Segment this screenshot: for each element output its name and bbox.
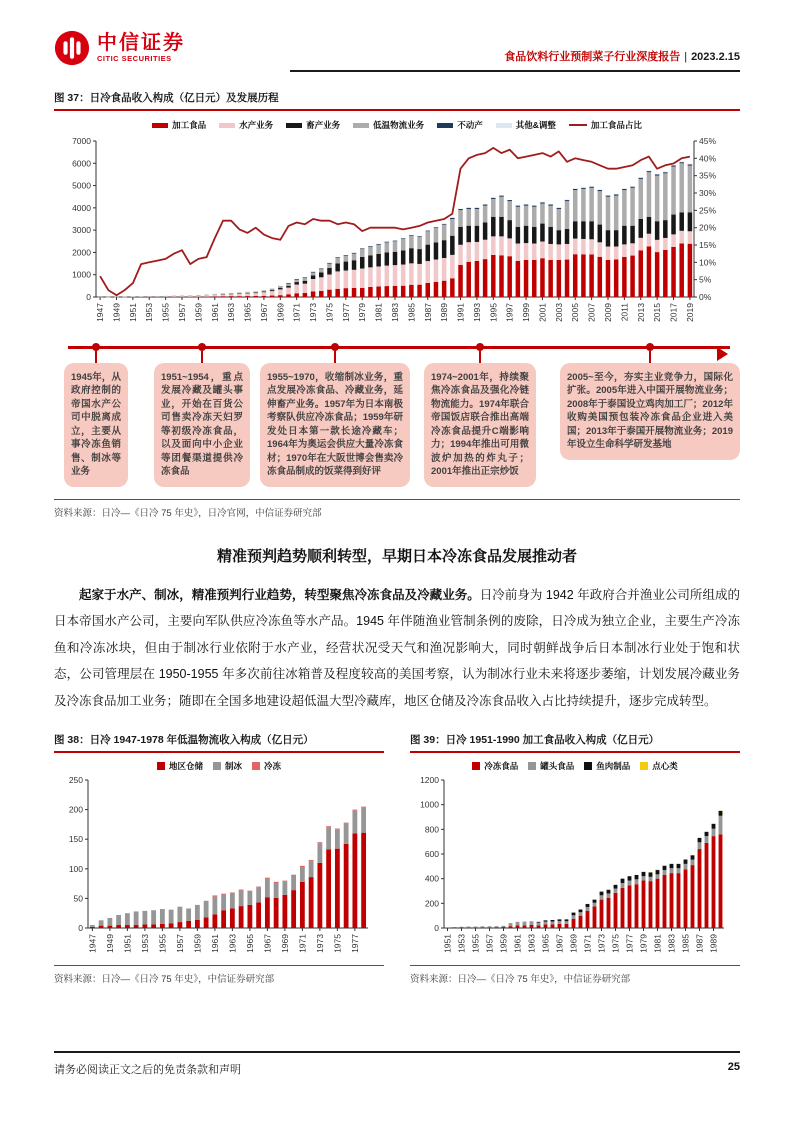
timeline-connector [95, 351, 97, 363]
legend-label: 冷冻 [264, 761, 282, 772]
svg-text:1997: 1997 [504, 303, 515, 322]
section-heading: 精准预判趋势顺利转型，早期日本冷冻食品发展推动者 [216, 547, 577, 565]
svg-text:1200: 1200 [420, 775, 439, 786]
svg-text:0%: 0% [699, 292, 712, 302]
figure-37 [54, 90, 740, 519]
figure-38-legend [54, 760, 384, 772]
legend-label: 罐头食品 [540, 761, 575, 772]
svg-text:1985: 1985 [680, 934, 691, 954]
figure-38-source: 资料来源：日冷—《日冷 75 年史》，中信证券研究部 [54, 965, 384, 985]
svg-text:1963: 1963 [227, 934, 238, 954]
svg-text:250: 250 [68, 775, 83, 786]
svg-text:1953: 1953 [139, 934, 150, 954]
svg-text:1949: 1949 [104, 934, 115, 954]
body-paragraph-lead: 起家于水产、制冰，精准预判行业趋势，转型聚焦冷冻食品及冷藏业务。 [79, 587, 480, 602]
logo-name-cn: 中信证券 [97, 32, 185, 54]
legend-label: 水产业务 [239, 120, 274, 130]
legend-item [353, 119, 424, 131]
legend-swatch [584, 762, 592, 770]
svg-text:200: 200 [68, 804, 83, 815]
svg-text:2003: 2003 [553, 302, 564, 322]
svg-text:1959: 1959 [498, 934, 509, 954]
timeline-dot-icon [476, 343, 484, 351]
timeline-item-1955 [260, 340, 410, 487]
legend-item [286, 119, 340, 131]
legend-item [528, 760, 574, 772]
svg-text:1961: 1961 [209, 303, 220, 322]
svg-text:30%: 30% [699, 188, 717, 198]
svg-text:1955: 1955 [160, 303, 171, 322]
svg-text:1993: 1993 [471, 303, 482, 322]
legend-label: 其他&调整 [515, 120, 556, 130]
legend-swatch [157, 762, 165, 770]
svg-text:1983: 1983 [666, 934, 677, 954]
svg-text:600: 600 [424, 849, 439, 860]
svg-text:200: 200 [424, 898, 439, 909]
svg-text:1951: 1951 [122, 934, 133, 954]
legend-item [437, 119, 483, 131]
legend-item [472, 760, 518, 772]
svg-text:1947: 1947 [95, 303, 106, 322]
svg-text:1957: 1957 [484, 934, 495, 954]
legend-label: 低温物流业务 [373, 120, 425, 130]
svg-text:0: 0 [86, 292, 91, 302]
legend-item [640, 760, 678, 772]
svg-text:400: 400 [424, 874, 439, 885]
svg-text:1963: 1963 [226, 303, 237, 322]
svg-text:1955: 1955 [470, 934, 481, 954]
svg-text:150: 150 [68, 834, 83, 845]
timeline-item-1951 [154, 340, 250, 487]
timeline-box: 1945年，从政府控制的帝国水产公司中脱离成立，主要从事冷冻鱼销售、制冰等业务 [64, 363, 128, 487]
body-paragraph [54, 582, 740, 715]
svg-text:1951: 1951 [442, 934, 453, 954]
timeline-arrow [68, 346, 730, 349]
figure-39-legend [410, 760, 740, 772]
svg-text:1977: 1977 [624, 934, 635, 954]
legend-swatch [496, 123, 512, 128]
timeline-dot-icon [92, 343, 100, 351]
svg-text:1991: 1991 [455, 303, 466, 322]
chart-canvas [54, 772, 376, 960]
svg-text:15%: 15% [699, 240, 717, 250]
svg-text:1959: 1959 [193, 303, 204, 322]
svg-text:1957: 1957 [174, 934, 185, 954]
legend-item [252, 760, 281, 772]
timeline-box: 1951~1954，重点发展冷藏及罐头事业，开始在百货公司售卖冷冻天妇罗等初级冷冻食品，以及面向中小企业等团餐渠道提供冷冻食品 [154, 363, 250, 487]
citic-logo [54, 30, 185, 66]
svg-text:1973: 1973 [308, 303, 319, 322]
chart-canvas [410, 772, 732, 960]
legend-label: 地区仓储 [168, 761, 203, 772]
svg-text:2009: 2009 [602, 303, 613, 322]
svg-text:2015: 2015 [652, 303, 663, 322]
page-number: 25 [727, 1061, 740, 1073]
timeline-connector [334, 351, 336, 363]
legend-label: 鱼肉制品 [596, 761, 631, 772]
timeline-item-1974 [424, 340, 536, 487]
svg-text:1967: 1967 [258, 303, 269, 322]
svg-text:1989: 1989 [439, 303, 450, 322]
svg-text:1961: 1961 [209, 934, 220, 954]
svg-text:1971: 1971 [297, 934, 308, 954]
svg-text:1983: 1983 [390, 303, 400, 322]
svg-text:2007: 2007 [586, 303, 597, 322]
svg-text:2000: 2000 [72, 247, 91, 258]
logo-name-en: CITIC SECURITIES [97, 54, 172, 63]
svg-text:20%: 20% [699, 222, 717, 233]
svg-text:2005: 2005 [570, 303, 581, 322]
svg-text:1969: 1969 [279, 934, 290, 954]
timeline-box: 2005~至今，夯实主业竞争力，国际化扩张。2005年进入中国开展物流业务；2008年于泰国设立鸡肉加工厂；2012年收购美国预包装冷冻食品企业进入美国；2013年于泰国开展物流业务；2019年设立生命科学研发基地 [560, 363, 740, 460]
svg-text:1969: 1969 [568, 934, 579, 954]
svg-text:1959: 1959 [192, 934, 203, 954]
timeline-connector [649, 351, 651, 363]
svg-text:1987: 1987 [694, 934, 705, 954]
svg-text:1999: 1999 [521, 303, 532, 322]
legend-label: 点心类 [652, 761, 678, 772]
legend-item [157, 760, 203, 772]
header-rule [290, 70, 740, 72]
svg-text:800: 800 [424, 824, 439, 835]
legend-swatch [569, 124, 587, 126]
legend-swatch [353, 123, 369, 128]
figure-39 [410, 732, 740, 985]
legend-swatch [640, 762, 648, 770]
svg-text:100: 100 [68, 864, 83, 875]
figure-39-title: 图 39：日冷 1951-1990 加工食品收入构成（亿日元） [410, 732, 740, 753]
timeline-dot-icon [331, 343, 339, 351]
figure-37-source: 资料来源：日冷—《日冷 75 年史》，日冷官网，中信证券研究部 [54, 499, 740, 519]
svg-text:1949: 1949 [111, 303, 122, 322]
legend-swatch [472, 762, 480, 770]
report-header-title [504, 48, 740, 66]
legend-label: 畜产业务 [306, 120, 341, 130]
svg-text:1963: 1963 [526, 934, 537, 954]
report-title: 食品饮料行业预制菜子行业深度报告 [504, 51, 681, 63]
svg-text:5%: 5% [699, 274, 712, 285]
svg-text:25%: 25% [699, 205, 717, 216]
svg-text:2017: 2017 [668, 303, 679, 322]
svg-text:0: 0 [78, 923, 83, 934]
figure-38-title: 图 38：日冷 1947-1978 年低温物流收入构成（亿日元） [54, 732, 384, 753]
timeline-connector [479, 351, 481, 363]
svg-text:1971: 1971 [582, 934, 593, 954]
timeline-dot-icon [198, 343, 206, 351]
svg-text:1947: 1947 [87, 934, 98, 954]
svg-text:7000: 7000 [72, 136, 91, 146]
svg-text:1975: 1975 [324, 303, 335, 322]
legend-swatch [219, 123, 235, 128]
svg-text:1975: 1975 [610, 934, 621, 954]
header-divider: | [684, 51, 688, 63]
svg-text:1961: 1961 [512, 934, 523, 954]
legend-item [219, 119, 273, 131]
page-header [54, 30, 740, 66]
svg-text:1965: 1965 [540, 934, 551, 954]
timeline-dot-icon [646, 343, 654, 351]
legend-item [152, 119, 206, 131]
legend-label: 不动产 [457, 120, 483, 130]
svg-text:1973: 1973 [314, 934, 325, 954]
svg-text:1973: 1973 [596, 934, 607, 954]
figure-37-legend [54, 119, 740, 131]
svg-text:1000: 1000 [72, 269, 91, 280]
legend-swatch [528, 762, 536, 770]
legend-item [569, 119, 642, 131]
svg-text:1985: 1985 [406, 303, 417, 322]
svg-text:10%: 10% [699, 257, 717, 268]
timeline-item-2005 [560, 340, 740, 460]
svg-text:1967: 1967 [554, 934, 565, 954]
svg-text:45%: 45% [699, 136, 717, 146]
svg-text:2011: 2011 [619, 303, 630, 322]
legend-label: 冷冻食品 [484, 761, 519, 772]
svg-text:1975: 1975 [332, 934, 343, 954]
svg-text:1979: 1979 [357, 303, 368, 322]
figure-37-chart [54, 133, 740, 334]
legend-label: 加工食品 [172, 120, 207, 130]
svg-text:0: 0 [434, 923, 439, 934]
figure-38-chart [54, 772, 384, 965]
svg-text:1955: 1955 [157, 934, 168, 954]
body-paragraph-rest: 日冷前身为 1942 年政府合并渔业公司所组成的日本帝国水产公司，主要向军队供应冷冻鱼等水产品。1945 年伴随渔业管制条例的废除，日冷成为独立企业，主要生产冷冻鱼和冷冻冰块，但由于制冰行业依附于水产业，经营状况受天气和渔况影响大，同时朝鲜战争后日本制冰行业处于饱和状态，公司管理层在 1950-1955 年多次前往冰箱普及程度较高的美国考察，认为制冰行业未来将逐步萎缩，计划发展冷藏业务及冷冻食品加工业务；随即在全国多地建设超低温大型冷藏库，地区仓储及冷冻食品收入占比持续提升，逐步完成转型。 [54, 587, 740, 708]
footer-disclaimer: 请务必阅读正文之后的免责条款和声明 [54, 1064, 241, 1076]
svg-text:1969: 1969 [275, 303, 286, 322]
legend-item [496, 119, 556, 131]
svg-text:4000: 4000 [72, 202, 91, 213]
timeline-items [54, 340, 740, 487]
legend-item [213, 760, 242, 772]
legend-swatch [437, 123, 453, 128]
svg-text:2013: 2013 [635, 303, 646, 322]
svg-text:1979: 1979 [638, 934, 649, 954]
timeline-item-1945 [64, 340, 128, 487]
svg-text:1951: 1951 [127, 303, 138, 322]
svg-text:1953: 1953 [456, 934, 467, 954]
figures-row [54, 732, 740, 985]
svg-text:1953: 1953 [144, 303, 155, 322]
timeline-box: 1974~2001年，持续聚焦冷冻食品及强化冷链物流能力。1974年联合帝国饭店联合推出高端冷冻食品提升C端影响力；1994年推出可用微波炉加热的炸丸子；2001年推出正宗炒饭 [424, 363, 536, 487]
development-timeline [54, 340, 740, 487]
legend-item [584, 760, 630, 772]
figure-39-source: 资料来源：日冷—《日冷 75 年史》，中信证券研究部 [410, 965, 740, 985]
timeline-connector [201, 351, 203, 363]
svg-text:1965: 1965 [242, 303, 253, 322]
chart-canvas [54, 133, 732, 329]
svg-text:1989: 1989 [708, 934, 719, 954]
svg-text:40%: 40% [699, 153, 717, 164]
svg-text:1995: 1995 [488, 303, 499, 322]
svg-text:1967: 1967 [262, 934, 273, 954]
timeline-arrowhead-icon [717, 347, 728, 361]
figure-39-chart [410, 772, 740, 965]
svg-text:1957: 1957 [177, 303, 188, 322]
svg-text:6000: 6000 [72, 158, 91, 169]
svg-text:50: 50 [73, 893, 83, 904]
report-date: 2023.2.15 [691, 51, 740, 63]
legend-label: 制冰 [224, 761, 242, 772]
citic-logo-text [97, 33, 185, 63]
legend-swatch [252, 762, 260, 770]
page-footer [54, 1051, 740, 1077]
timeline-box: 1955~1970，收缩制冰业务，重点发展冷冻食品、冷藏业务，延伸畜产业务。1957年为日本南极考察队供应冷冻食品；1959年研发处日本第一款长途冷藏车；1964年为奥运会供应大量冷冻食材；1970年在大阪世博会售卖冷冻食品制成的饭菜得到好评 [260, 363, 410, 487]
svg-text:1981: 1981 [652, 934, 663, 954]
svg-text:1000: 1000 [420, 800, 439, 811]
svg-text:2001: 2001 [537, 303, 548, 322]
svg-text:1981: 1981 [373, 303, 384, 322]
legend-swatch [152, 123, 168, 128]
svg-text:35%: 35% [699, 170, 717, 181]
svg-text:2019: 2019 [684, 303, 695, 322]
svg-text:1977: 1977 [349, 934, 360, 954]
svg-text:5000: 5000 [72, 180, 91, 191]
legend-label: 加工食品占比 [590, 120, 642, 130]
svg-text:1965: 1965 [244, 934, 255, 954]
figure-37-title: 图 37：日冷食品收入构成（亿日元）及发展历程 [54, 90, 740, 111]
svg-text:1977: 1977 [340, 303, 351, 322]
citic-logo-icon [54, 30, 90, 66]
figure-38 [54, 732, 384, 985]
legend-swatch [213, 762, 221, 770]
svg-text:3000: 3000 [72, 225, 91, 236]
svg-text:1971: 1971 [291, 303, 302, 322]
legend-swatch [286, 123, 302, 128]
svg-text:1987: 1987 [422, 303, 433, 322]
